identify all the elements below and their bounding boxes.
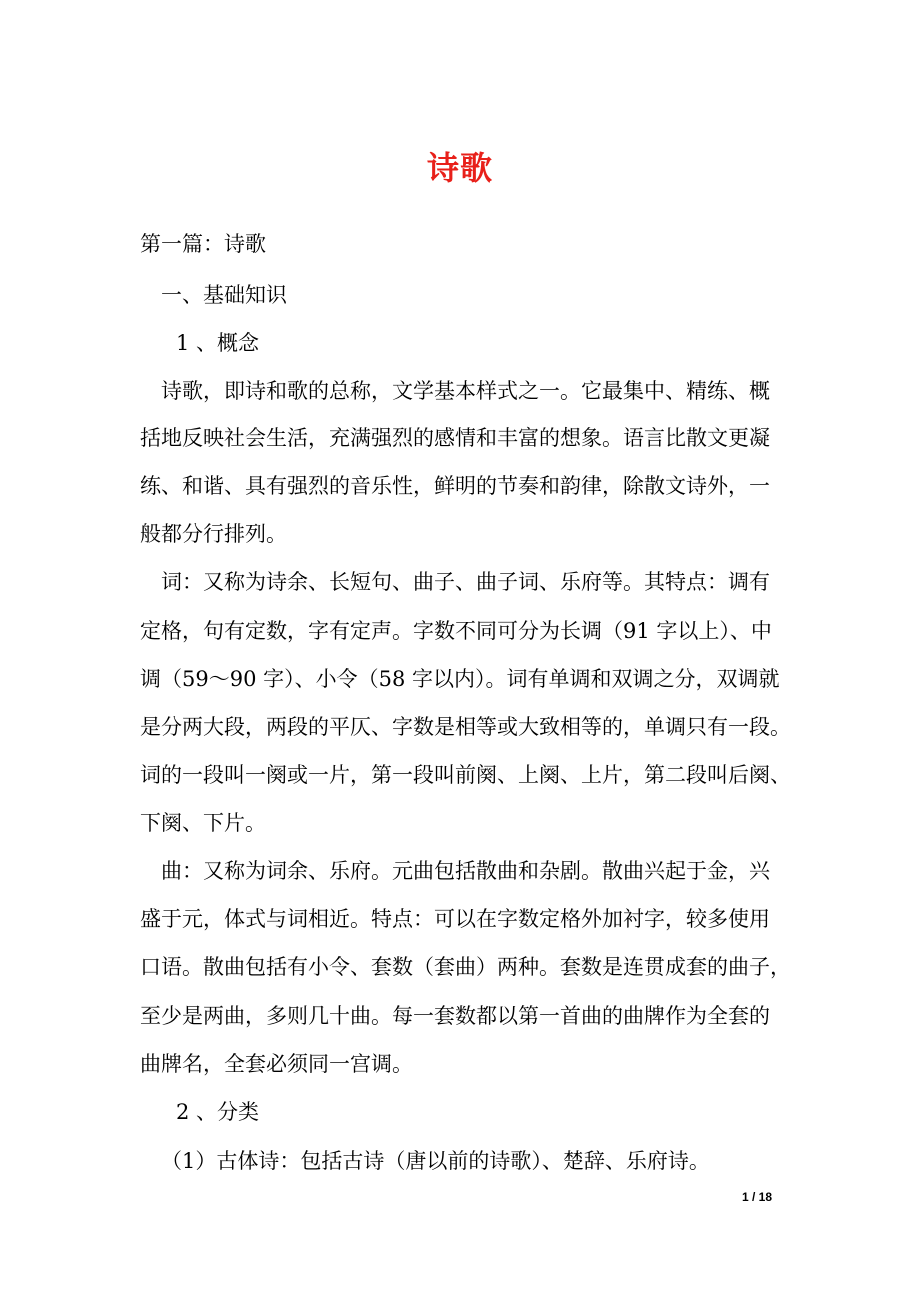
paragraph-line: （1）古体诗：包括古诗（唐以前的诗歌）、楚辞、乐府诗。: [161, 1149, 710, 1173]
paragraph-line: 词的一段叫一阕或一片，第一段叫前阕、上阕、上片，第二段叫后阕、: [140, 763, 791, 787]
page-number: 1 / 18: [742, 1190, 773, 1204]
paragraph-line: 口语。散曲包括有小令、套数（套曲）两种。套数是连贯成套的曲子，: [140, 955, 791, 979]
item-heading-concept: 1 、概念: [176, 331, 260, 355]
paragraph-line: 调（59～90 字）、小令（58 字以内）。词有单调和双调之分，双调就: [140, 667, 780, 691]
paragraph-line: 括地反映社会生活，充满强烈的感情和丰富的想象。语言比散文更凝: [140, 426, 770, 450]
paragraph-line: 至少是两曲，多则几十曲。每一套数都以第一首曲的曲牌作为全套的: [140, 1004, 770, 1028]
paragraph-line: 下阕、下片。: [140, 811, 266, 835]
paragraph-line: 诗歌，即诗和歌的总称，文学基本样式之一。它最集中、精练、概: [161, 379, 770, 403]
paragraph-line: 词：又称为诗余、长短句、曲子、曲子词、乐府等。其特点：调有: [161, 570, 770, 594]
paragraph-line: 是分两大段，两段的平仄、字数是相等或大致相等的，单调只有一段。: [140, 715, 791, 739]
paragraph-line: 曲牌名，全套必须同一宫调。: [140, 1052, 413, 1076]
paragraph-line: 盛于元，体式与词相近。特点：可以在字数定格外加衬字，较多使用: [140, 907, 770, 931]
paragraph-line: 曲：又称为词余、乐府。元曲包括散曲和杂剧。散曲兴起于金，兴: [161, 859, 770, 883]
item-heading-classification: 2 、分类: [176, 1100, 260, 1124]
paragraph-line: 般都分行排列。: [140, 522, 287, 546]
subsection-heading: 一、基础知识: [161, 283, 287, 307]
paragraph-line: 练、和谐、具有强烈的音乐性，鲜明的节奏和韵律，除散文诗外，一: [140, 474, 770, 498]
section-heading: 第一篇：诗歌: [140, 232, 266, 256]
document-title: 诗歌: [426, 149, 493, 187]
paragraph-line: 定格，句有定数，字有定声。字数不同可分为长调（91 字以上）、中: [140, 619, 772, 643]
